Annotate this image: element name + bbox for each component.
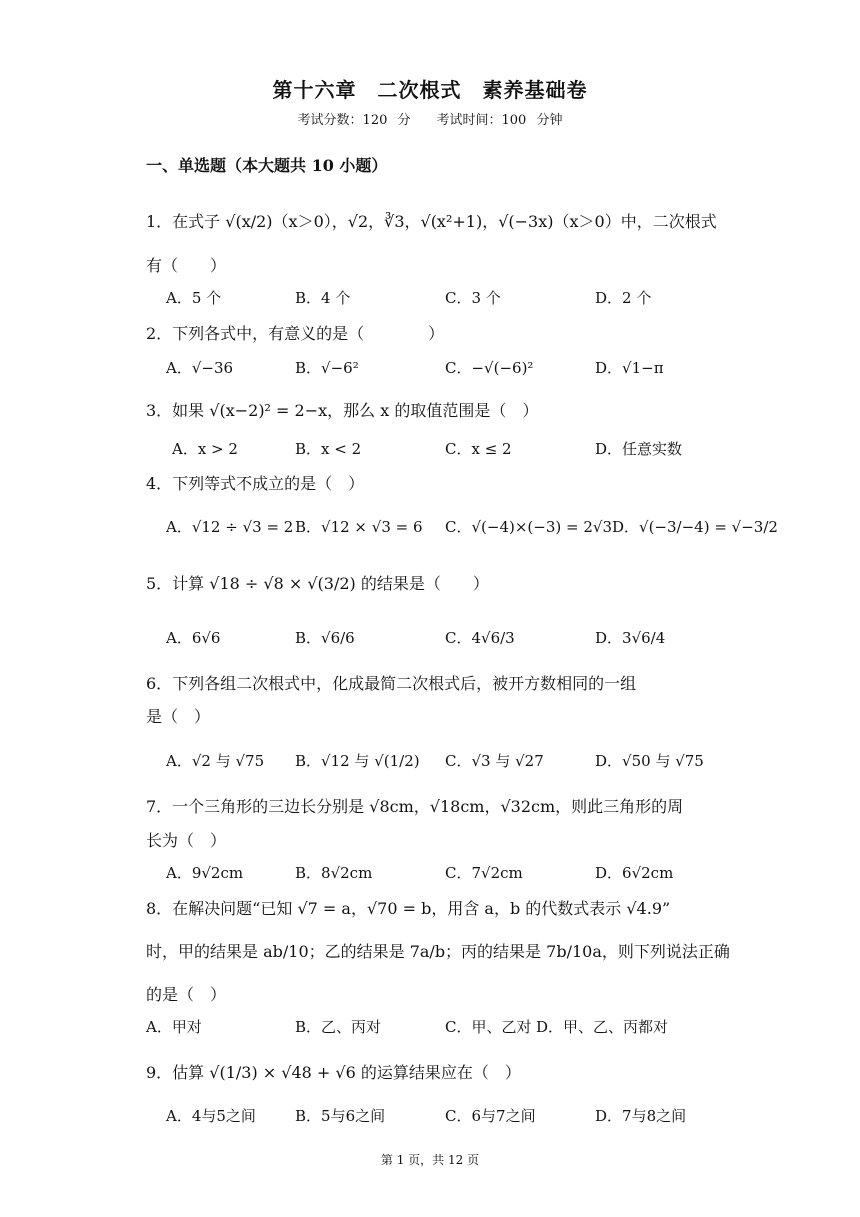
- page-title: 第十六章 二次根式 素养基础卷: [272, 78, 588, 102]
- question-2-line-1: 2．下列各式中，有意义的是（ ）: [146, 324, 445, 343]
- q5-option-b: B．√6/6: [295, 629, 355, 647]
- q2-option-b: B．√−6²: [295, 359, 359, 377]
- question-1-line-1: 1．在式子 √(x/2)（x＞0），√2，∛3，√(x²+1)，√(−3x)（x＞0）中，二次根式: [146, 212, 717, 231]
- q8-option-b: B．乙、丙对: [295, 1018, 382, 1036]
- question-8-line-1: 8．在解决问题“已知 √7 = a，√70 = b，用含 a，b 的代数式表示 √4.9”: [146, 899, 671, 918]
- question-5-line-1: 5．计算 √18 ÷ √8 × √(3/2) 的结果是（ ）: [146, 574, 489, 593]
- q9-option-d: D．7与8之间: [595, 1107, 687, 1125]
- q3-option-a: A．x > 2: [172, 440, 238, 458]
- q9-option-c: C．6与7之间: [445, 1107, 536, 1125]
- q4-option-a: A．√12 ÷ √3 = 2: [166, 518, 294, 536]
- q7-option-c: C．7√2cm: [445, 864, 523, 882]
- q5-option-a: A．6√6: [166, 629, 221, 647]
- q8-option-c: C．甲、乙对: [445, 1018, 532, 1036]
- q1-option-b: B．4 个: [295, 289, 351, 307]
- q4-option-d: D．√(−3/−4) = √−3/2: [612, 518, 778, 536]
- q5-option-d: D．3√6/4: [595, 629, 666, 647]
- q3-option-c: C．x ≤ 2: [445, 440, 512, 458]
- question-7-line-1: 7．一个三角形的三边长分别是 √8cm，√18cm，√32cm，则此三角形的周: [146, 797, 684, 816]
- question-6-line-1: 6．下列各组二次根式中，化成最简二次根式后，被开方数相同的一组: [146, 674, 637, 693]
- question-8-line-3: 的是（ ）: [146, 985, 227, 1004]
- q1-option-d: D．2 个: [595, 289, 652, 307]
- q2-option-a: A．√−36: [166, 359, 234, 377]
- q7-option-a: A．9√2cm: [166, 864, 244, 882]
- q7-option-d: D．6√2cm: [595, 864, 674, 882]
- q2-option-c: C．−√(−6)²: [445, 359, 534, 377]
- question-4-line-1: 4．下列等式不成立的是（ ）: [146, 474, 365, 493]
- q3-option-d: D．任意实数: [595, 440, 683, 458]
- question-8-line-2: 时，甲的结果是 ab/10；乙的结果是 7a/b；丙的结果是 7b/10a，则下列说法正确: [146, 942, 730, 961]
- q6-option-c: C．√3 与 √27: [445, 752, 544, 770]
- q8-option-a: A．甲对: [146, 1018, 202, 1036]
- q7-option-b: B．8√2cm: [295, 864, 373, 882]
- q9-option-a: A．4与5之间: [166, 1107, 256, 1125]
- q6-option-b: B．√12 与 √(1/2): [295, 752, 420, 770]
- q1-option-a: A．5 个: [166, 289, 222, 307]
- question-9-line-1: 9．估算 √(1/3) × √48 + √6 的运算结果应在（ ）: [146, 1063, 521, 1082]
- exam-info: 考试分数：120 分 考试时间：100 分钟: [297, 113, 563, 128]
- q9-option-b: B．5与6之间: [295, 1107, 386, 1125]
- page-footer: 第 1 页，共 12 页: [380, 1153, 480, 1167]
- section-heading: 一、单选题（本大题共 10 小题）: [146, 156, 388, 175]
- q1-option-c: C．3 个: [445, 289, 501, 307]
- q5-option-c: C．4√6/3: [445, 629, 515, 647]
- q6-option-a: A．√2 与 √75: [166, 752, 265, 770]
- q3-option-b: B．x < 2: [295, 440, 362, 458]
- q4-option-b: B．√12 × √3 = 6: [295, 518, 423, 536]
- question-6-line-2: 是（ ）: [146, 707, 211, 726]
- q4-option-c: C．√(−4)×(−3) = 2√3: [445, 518, 612, 536]
- q6-option-d: D．√50 与 √75: [595, 752, 704, 770]
- q2-option-d: D．√1−π: [595, 359, 664, 377]
- question-1-line-2: 有（ ）: [146, 256, 227, 275]
- q8-option-d: D．甲、乙、丙都对: [536, 1018, 669, 1036]
- question-7-line-2: 长为（ ）: [146, 831, 227, 850]
- question-3-line-1: 3．如果 √(x−2)² = 2−x，那么 x 的取值范围是（ ）: [146, 401, 539, 420]
